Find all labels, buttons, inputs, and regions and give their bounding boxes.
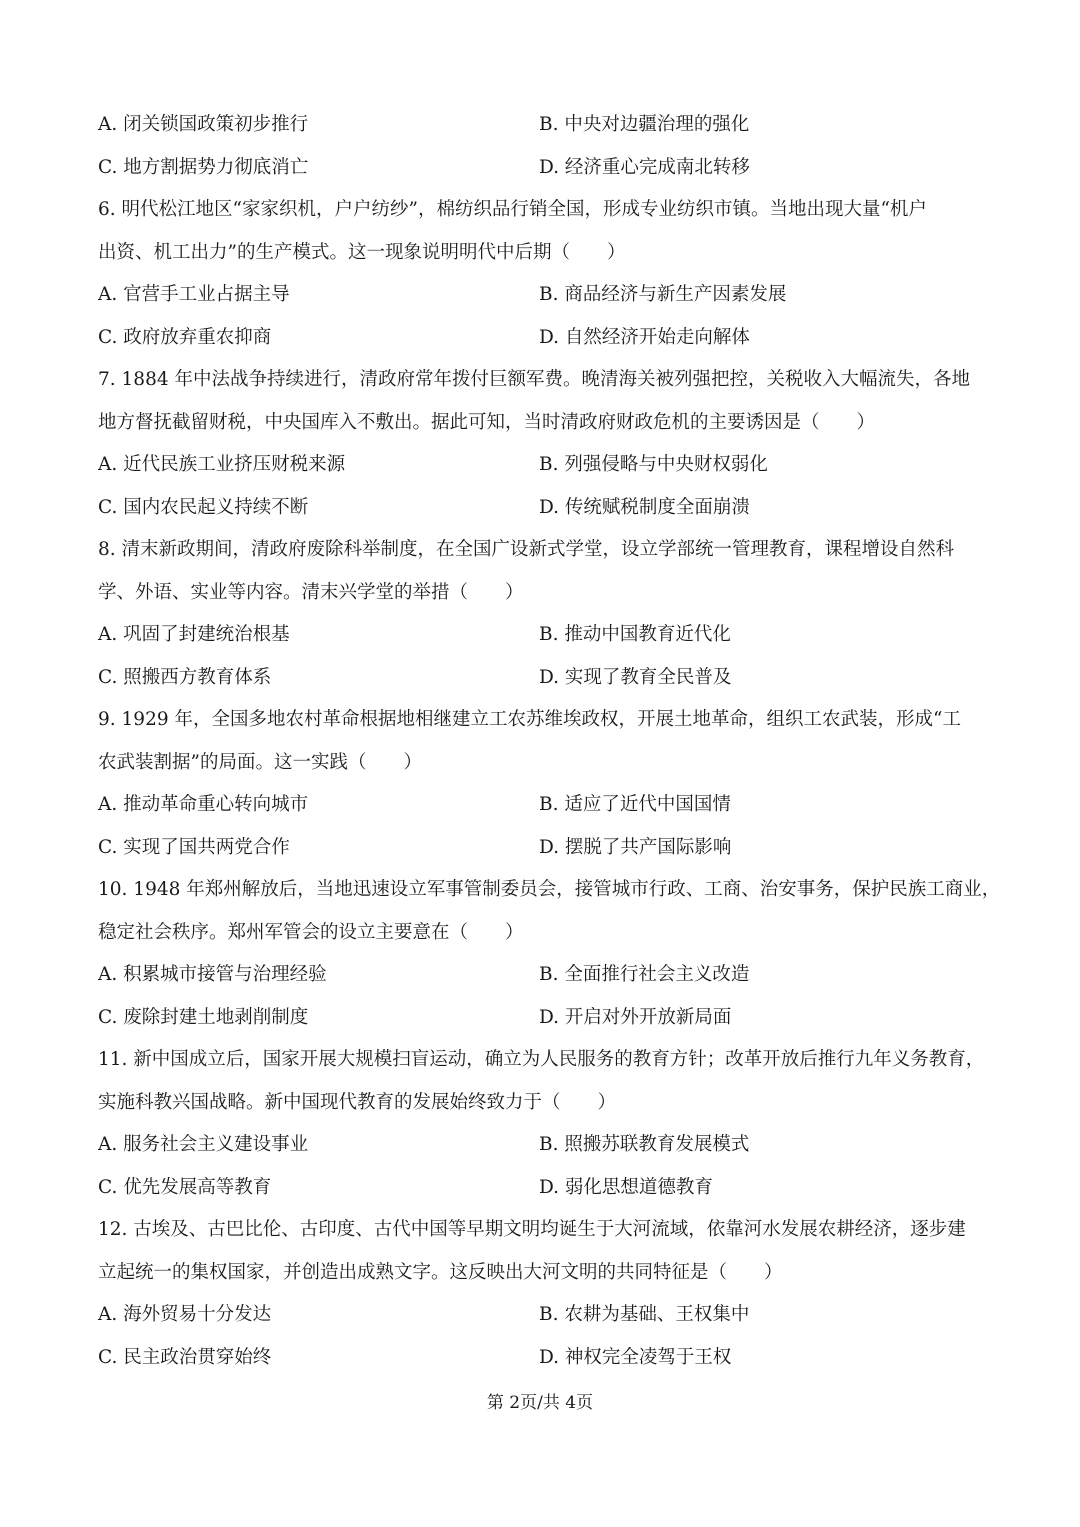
question-9: [98, 699, 982, 869]
question-stem-line: 12. 古埃及、古巴比伦、古印度、古代中国等早期文明均诞生于大河流域，依靠河水发展农耕经济，逐步建: [98, 1219, 966, 1240]
option-row: [98, 1124, 982, 1167]
question-stem-line: 出资、机工出力”的生产模式。这一现象说明明代中后期（ ）: [98, 241, 626, 263]
option-d: D. 自然经济开始走向解体: [539, 326, 750, 348]
option-a: A. 官营手工业占据主导: [98, 284, 290, 305]
question-stem-line: 实施科教兴国战略。新中国现代教育的发展始终致力于（ ）: [98, 1091, 617, 1113]
option-row: [98, 487, 982, 530]
option-row: [98, 104, 982, 147]
option-b: B. 推动中国教育近代化: [539, 624, 731, 645]
question-stem-line: 10. 1948 年郑州解放后，当地迅速设立军事管制委员会，接管城市行政、工商、治安事务，保护民族工商业，: [98, 879, 1001, 900]
option-d: D. 开启对外开放新局面: [539, 1006, 732, 1028]
page-footer: [0, 1390, 1080, 1416]
question-10: [98, 869, 1001, 1039]
option-b: B. 中央对边疆治理的强化: [539, 114, 750, 135]
question-stem-line: 8. 清末新政期间，清政府废除科举制度，在全国广设新式学堂，设立学部统一管理教育，课程增设自然科: [98, 539, 955, 560]
option-row: [98, 1167, 982, 1210]
option-d: D. 经济重心完成南北转移: [539, 156, 750, 178]
question-stem-line: 地方督抚截留财税，中央国库入不敷出。据此可知，当时清政府财政危机的主要诱因是（ ）: [98, 411, 876, 433]
option-c: C. 废除封建土地剥削制度: [98, 1006, 309, 1028]
question-stem-line: 立起统一的集权国家，并创造出成熟文字。这反映出大河文明的共同特征是（ ）: [98, 1261, 783, 1283]
question-stem-line: 6. 明代松江地区“家家织机，户户纺纱”，棉纺织品行销全国，形成专业纺织市镇。当地出现大量“机户: [98, 199, 927, 220]
option-b: B. 适应了近代中国国情: [539, 794, 731, 815]
option-d: D. 摆脱了共产国际影响: [539, 836, 732, 858]
option-row: [98, 614, 982, 657]
question-stem-line: 农武装割据”的局面。这一实践（ ）: [98, 751, 422, 773]
question-stem-line: 学、外语、实业等内容。清末兴学堂的举措（ ）: [98, 581, 524, 603]
option-row: [98, 827, 982, 870]
option-b: B. 农耕为基础、王权集中: [539, 1304, 750, 1325]
question-12: [98, 1209, 982, 1379]
option-a: A. 推动革命重心转向城市: [98, 794, 309, 815]
option-row: [98, 657, 982, 700]
question-stem-line: 11. 新中国成立后，国家开展大规模扫盲运动，确立为人民服务的教育方针；改革开放后推行九年义务教育，: [98, 1049, 985, 1070]
question-stem-line: 7. 1884 年中法战争持续进行，清政府常年拨付巨额军费。晚清海关被列强把控，关税收入大幅流失，各地: [98, 369, 970, 390]
question-11: [98, 1039, 985, 1209]
question-stem-line: 稳定社会秩序。郑州军管会的设立主要意在（ ）: [98, 921, 524, 943]
page-number-label: 第 2页/共 4页: [486, 1393, 594, 1413]
option-c: C. 优先发展高等教育: [98, 1176, 272, 1198]
option-d: D. 传统赋税制度全面崩溃: [539, 496, 750, 518]
option-row: [98, 1294, 982, 1337]
option-row: [98, 317, 982, 360]
question-8: [98, 529, 982, 699]
option-row: [98, 784, 982, 827]
question-6: [98, 189, 982, 359]
option-row: [98, 444, 982, 487]
option-row: [98, 954, 982, 997]
option-c: C. 政府放弃重农抑商: [98, 326, 272, 348]
option-d: D. 实现了教育全民普及: [539, 666, 732, 688]
option-d: D. 神权完全凌驾于王权: [539, 1346, 732, 1368]
option-b: B. 全面推行社会主义改造: [539, 964, 750, 985]
option-c: C. 民主政治贯穿始终: [98, 1346, 272, 1368]
option-a: A. 闭关锁国政策初步推行: [98, 114, 309, 135]
option-a: A. 近代民族工业挤压财税来源: [98, 454, 346, 475]
option-row: [98, 997, 982, 1040]
option-c: C. 实现了国共两党合作: [98, 836, 290, 858]
option-c: C. 照搬西方教育体系: [98, 666, 272, 688]
option-b: B. 照搬苏联教育发展模式: [539, 1134, 750, 1155]
option-b: B. 商品经济与新生产因素发展: [539, 284, 787, 305]
option-row: [98, 1337, 982, 1380]
option-a: A. 巩固了封建统治根基: [98, 624, 290, 645]
option-c: C. 地方割据势力彻底消亡: [98, 156, 309, 178]
question-stem-line: 9. 1929 年，全国多地农村革命根据地相继建立工农苏维埃政权，开展土地革命，组织工农武装，形成“工: [98, 709, 961, 730]
option-a: A. 积累城市接管与治理经验: [98, 964, 327, 985]
question-7: [98, 359, 982, 529]
option-a: A. 服务社会主义建设事业: [98, 1134, 309, 1155]
option-d: D. 弱化思想道德教育: [539, 1176, 713, 1198]
option-a: A. 海外贸易十分发达: [98, 1304, 272, 1325]
option-row: [98, 274, 982, 317]
option-row: [98, 147, 982, 190]
option-c: C. 国内农民起义持续不断: [98, 496, 309, 518]
option-b: B. 列强侵略与中央财权弱化: [539, 454, 768, 475]
